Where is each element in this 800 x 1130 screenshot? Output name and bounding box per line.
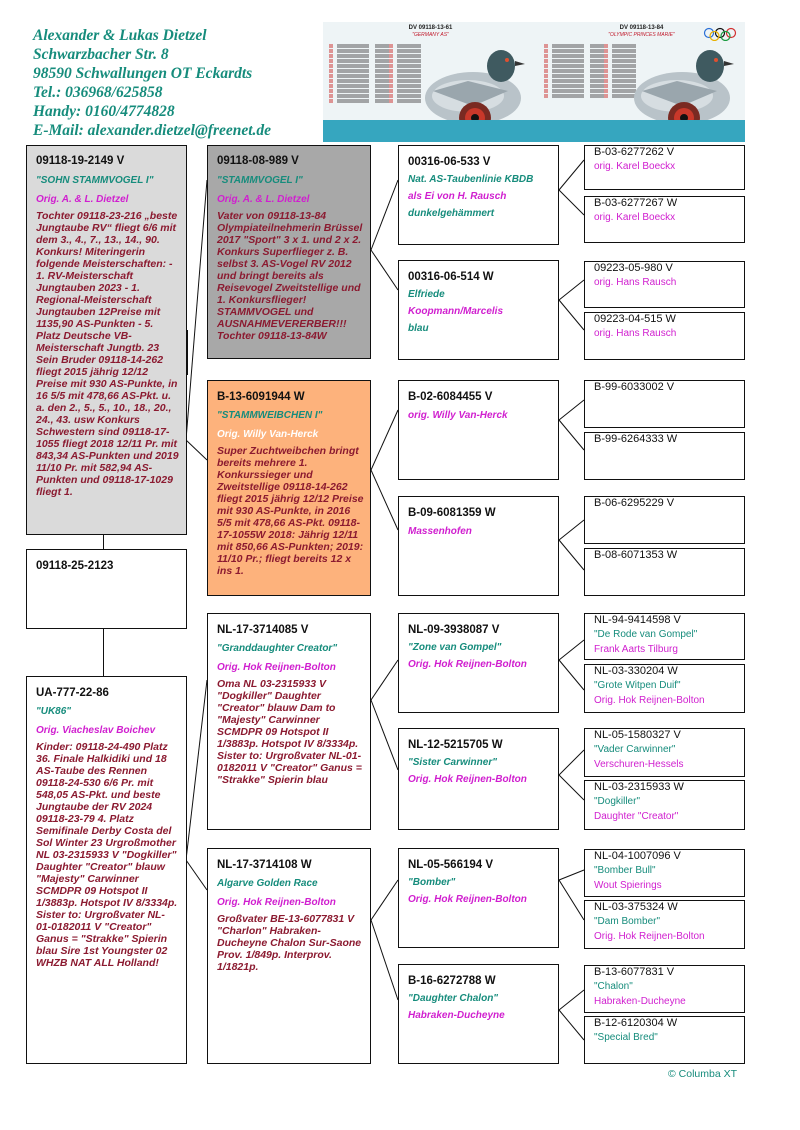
pigeon-origin: Daughter "Creator"	[594, 811, 679, 822]
breeder-phone: Tel.: 036968/625858	[33, 84, 163, 101]
pigeon-origin: Orig. A. & L. Dietzel	[36, 194, 129, 205]
pigeon-origin: Frank Aarts Tilburg	[594, 644, 678, 655]
pedigree-card	[207, 848, 371, 1064]
pigeon-description: Kinder: 09118-24-490 Platz 36. Finale Halkidiki und 18 AS-Taube des Rennen 09118-24-530 6/6 Pr. mit 548,05 AS-Pkt. und beste Jungtaube der RV 2024 09118-23-79 4. Platz Semifinale Derby Costa del Sol Winter 23 Urgroßmother NL 03-2315933 V "Dogkiller" Daughter "Creator" blauw "Majesty" Carwinner SCMDPR 09 Hotspot II 1/3883p. Hotspot IV 8/3334p. Sister to: Urgroßvater NL-01-0182011 V "Creator" Ganus = "Strakke" Spierin blau Sire 1st Youngster 02 WHZB NAT ALL Holland!	[36, 741, 178, 969]
pigeon-name: "Grote Witpen Duif"	[594, 680, 681, 691]
pigeon-origin: orig. Hans Rausch	[594, 277, 677, 288]
pigeon-name: "Dogkiller"	[594, 796, 641, 807]
pedigree-card	[584, 380, 745, 428]
pedigree-card	[398, 380, 559, 480]
copyright-notice: © Columba XT	[668, 1068, 738, 1080]
pedigree-card	[398, 964, 559, 1064]
pigeon-origin: orig. Karel Boeckx	[594, 161, 676, 172]
pigeon-name: "Zone van Gompel"	[408, 642, 502, 653]
ring-number: NL-04-1007096 V	[594, 850, 681, 862]
pedigree-card	[584, 849, 745, 897]
pedigree-card	[26, 549, 187, 629]
pigeon-origin: Orig. Hok Reijnen-Bolton	[408, 894, 527, 905]
pedigree-card	[207, 613, 371, 830]
ring-number: 00316-06-514 W	[408, 271, 494, 283]
pigeon-name: Nat. AS-Taubenlinie KBDB	[408, 174, 534, 185]
pedigree-card	[584, 261, 745, 308]
ring-number: NL-17-3714085 V	[217, 624, 309, 636]
ring-number: B-03-6277262 V	[594, 146, 675, 158]
photo-2-title: "OLYMPIC PRINCES MARIE"	[608, 32, 675, 38]
pedigree-card	[584, 312, 745, 360]
ring-number: NL-09-3938087 V	[408, 624, 500, 636]
pigeon-description: Vater von 09118-13-84 Olympiateilnehmerin Brüssel 2017 "Sport" 3 x 1. und 2 x 2. Konkurs Superflieger z. B. selbst 3. AS-Vogel RV 2012 und bringt bereits als Reisevogel Zweitstellige und 1. Konkursflieger! STAMMVOGEL und AUSNAHMEVERERBER!!! Tochter 09118-13-84W	[217, 210, 363, 342]
pigeon-name: "Vader Carwinner"	[594, 744, 676, 755]
breeder-email: E-Mail: alexander.dietzel@freenet.de	[33, 122, 272, 139]
pigeon-name: "Sister Carwinner"	[408, 757, 497, 768]
pigeon-color: dunkelgehämmert	[408, 208, 495, 219]
ring-number: B-09-6081359 W	[408, 507, 496, 519]
pigeon-name: "Special Bred"	[594, 1032, 658, 1043]
pigeon-name: "Daughter Chalon"	[408, 993, 499, 1004]
ring-number: 00316-06-533 V	[408, 156, 491, 168]
pigeon-origin: Habraken-Ducheyne	[408, 1010, 505, 1021]
pigeon-origin: Orig. Hok Reijnen-Bolton	[594, 695, 705, 706]
pigeon-color: blau	[408, 323, 429, 334]
pigeon-name: "STAMMWEIBCHEN I"	[217, 410, 323, 421]
pigeon-origin: Orig. Hok Reijnen-Bolton	[408, 659, 527, 670]
ring-number: B-02-6084455 V	[408, 391, 493, 403]
pigeon-description: Super Zuchtweibchen bringt bereits mehrere 1. Konkurssieger und Zweitstellige 09118-14-262 fliegt 2015 jährig 12/12 Preise mit 930 AS-Punkte, in 2016 5/5 mit 478,66 AS-Pkt. 09118-17-1055W 2018: Jährig 12/11 mit 850,66 AS-Punkten; 2019: 11/10 Pr.; fliegt bereits 12 x ins 1.	[217, 445, 364, 577]
ring-number: 09118-25-2123	[36, 560, 114, 572]
pedigree-card	[584, 496, 745, 544]
ring-number: NL-12-5215705 W	[408, 739, 503, 751]
ring-number: 09118-08-989 V	[217, 155, 299, 167]
pigeon-name: "Bomber"	[408, 877, 456, 888]
photo-1-ring: DV 09118-13-61	[408, 25, 453, 31]
pigeon-origin: orig. Willy Van-Herck	[408, 410, 508, 421]
ring-number: UA-777-22-86	[36, 687, 109, 699]
pedigree-subject-card	[26, 145, 187, 535]
pedigree-card	[584, 196, 745, 243]
ring-number: NL-17-3714108 W	[217, 859, 312, 871]
pedigree-card	[584, 728, 745, 777]
pigeon-origin: Koopmann/Marcelis	[408, 306, 504, 317]
ring-number: B-08-6071353 W	[594, 549, 678, 561]
pedigree-card	[584, 1016, 745, 1064]
pigeon-origin: Orig. Viacheslav Boichev	[36, 725, 156, 736]
pedigree-card	[584, 432, 745, 480]
ring-number: NL-03-2315933 W	[594, 781, 684, 793]
pedigree-sire-card	[207, 145, 371, 359]
pedigree-card	[584, 900, 745, 949]
pedigree-card	[398, 848, 559, 948]
pedigree-card	[398, 260, 559, 360]
pigeon-origin: orig. Karel Boeckx	[594, 212, 676, 223]
pigeon-name: Elfriede	[408, 289, 445, 300]
pigeon-origin: Orig. Hok Reijnen-Bolton	[217, 897, 336, 908]
pigeon-name: Algarve Golden Race	[217, 878, 318, 889]
pedigree-card	[398, 728, 559, 830]
pigeon-origin: als Ei von H. Rausch	[408, 191, 507, 202]
pigeon-origin: Orig. A. & L. Dietzel	[217, 194, 310, 205]
ring-number: B-06-6295229 V	[594, 497, 675, 509]
pigeon-origin: Verschuren-Hessels	[594, 759, 684, 770]
breeder-city: 98590 Schwallungen OT Eckardts	[33, 65, 253, 82]
pedigree-card	[584, 780, 745, 830]
pigeon-name: "Granddaughter Creator"	[217, 643, 338, 654]
ring-number: 09223-04-515 W	[594, 313, 676, 325]
ring-number: NL-05-566194 V	[408, 859, 494, 871]
ring-number: B-99-6264333 W	[594, 433, 678, 445]
pigeon-origin: orig. Hans Rausch	[594, 328, 677, 339]
pigeon-origin: Orig. Willy Van-Herck	[217, 429, 319, 440]
ring-number: B-16-6272788 W	[408, 975, 496, 987]
pedigree-card	[26, 676, 187, 1064]
breeder-street: Schwarzbacher Str. 8	[33, 46, 169, 63]
pedigree-card	[584, 613, 745, 660]
pigeon-origin: Wout Spierings	[594, 880, 662, 891]
pedigree-card	[584, 548, 745, 596]
pigeon-name: "Chalon"	[594, 981, 633, 992]
ring-number: B-03-6277267 W	[594, 197, 678, 209]
ring-number: 09118-19-2149 V	[36, 155, 125, 167]
pigeon-name: "STAMMVOGEL I"	[217, 175, 303, 186]
pigeon-origin: Massenhofen	[408, 526, 472, 537]
pedigree-dam-card	[207, 380, 371, 596]
pigeon-origin: Orig. Hok Reijnen-Bolton	[408, 774, 527, 785]
ring-number: B-13-6091944 W	[217, 391, 305, 403]
pedigree-card	[398, 496, 559, 596]
ring-number: NL-94-9414598 V	[594, 614, 681, 626]
ring-number: NL-03-375324 W	[594, 901, 678, 913]
ring-number: NL-03-330204 W	[594, 665, 678, 677]
pigeon-origin: Orig. Hok Reijnen-Bolton	[594, 931, 705, 942]
ring-number: 09223-05-980 V	[594, 262, 673, 274]
photo-2-ring: DV 09118-13-84	[619, 25, 664, 31]
pigeon-name: "SOHN STAMMVOGEL I"	[36, 175, 154, 186]
breeder-mobile: Handy: 0160/4774828	[33, 103, 175, 120]
breeder-name: Alexander & Lukas Dietzel	[33, 27, 207, 44]
pedigree-card	[584, 145, 745, 190]
pigeon-description: Großvater BE-13-6077831 V "Charlon" Habraken-Ducheyne Chalon Sur-Saone Prov. 1/849p. Interprov. 1/1821p.	[217, 913, 362, 973]
photo-1-title: "GERMANY AS"	[412, 32, 449, 38]
pigeon-name: "Bomber Bull"	[594, 865, 656, 876]
pigeon-origin: Habraken-Ducheyne	[594, 996, 686, 1007]
ring-number: B-13-6077831 V	[594, 966, 675, 978]
pigeon-name: "Dam Bomber"	[594, 916, 661, 927]
pedigree-card	[584, 664, 745, 713]
ring-number: B-12-6120304 W	[594, 1017, 678, 1029]
pigeon-description: Tochter 09118-23-216 „beste Jungtaube RV“ fliegt 6/6 mit dem 3., 4., 7., 13., 14., 90. Konkurs! Miteringerin folgende Meisterschaften: - 1. RV-Meisterschaft Jungtauben 2023 - 1. Regional-Meisterschaft Jungtauben 12Preise mit 1135,90 AS-Punkten - 5. Platz Deutsche VB-Meisterschaft Jungtb. 23 Sein Bruder 09118-14-262 fliegt 2015 jährig 12/12 Preise mit 930 AS-Punkte, in 16 5/5 mit 478,66 AS-Pkt. u. a. den 2., 5., 5., 10., 18., 20., 24., 43. usw Konkurs Schwestern sind 09118-17-1055 fliegt 2018 12/11 Pr. mit 843,34 AS-Punkten und 2019 11/10 Pr. mit 582,94 AS-Punkten und 09118-17-1029 fliegt 1.	[36, 210, 179, 498]
pedigree-card	[398, 613, 559, 713]
pedigree-card	[584, 965, 745, 1013]
pigeon-name: "De Rode van Gompel"	[594, 629, 698, 640]
pigeon-description: Oma NL 03-2315933 V "Dogkiller" Daughter "Creator" blauw Dam to "Majesty" Carwinner SCMDPR 09 Hotspot II 1/3883p. Hotspot IV 8/3334p. Sister to: Urgroßvater NL-01-0182011 V "Creator" Ganus = "Strakke" Spierin blau	[217, 678, 362, 786]
pedigree-card	[398, 145, 559, 245]
ring-number: B-99-6033002 V	[594, 381, 675, 393]
ring-number: NL-05-1580327 V	[594, 729, 681, 741]
pigeon-name: "UK86"	[36, 706, 72, 717]
pigeon-origin: Orig. Hok Reijnen-Bolton	[217, 662, 336, 673]
